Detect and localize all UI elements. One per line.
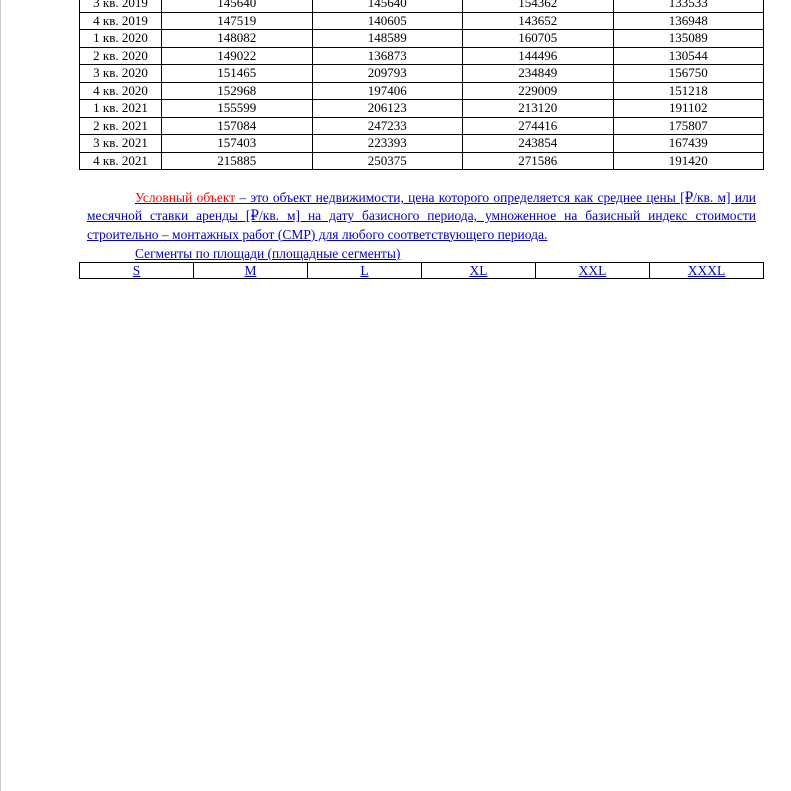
segments-heading[interactable]: Сегменты по площади (площадные сегменты): [135, 245, 401, 261]
table-cell: 147519: [162, 12, 313, 30]
table-cell: 223393: [312, 135, 463, 153]
table-cell: 130544: [613, 47, 764, 65]
table-cell: 151218: [613, 82, 764, 100]
table-cell: 206123: [312, 100, 463, 118]
table-cell-quarter: 1 кв. 2021: [80, 100, 162, 118]
table-cell: 155599: [162, 100, 313, 118]
table-cell: 213120: [463, 100, 614, 118]
table-cell: 274416: [463, 117, 614, 135]
segment-link-m[interactable]: M: [194, 262, 308, 278]
definition-paragraph[interactable]: [87, 189, 756, 244]
table-cell: 191102: [613, 100, 764, 118]
segment-link-xxl[interactable]: XXL: [536, 262, 650, 278]
quarterly-data-table: [79, 0, 764, 170]
table-cell-quarter: 4 кв. 2020: [80, 82, 162, 100]
table-row: [80, 65, 764, 83]
table-cell: 151465: [162, 65, 313, 83]
table-cell: 247233: [312, 117, 463, 135]
table-cell: 250375: [312, 152, 463, 170]
definition-text[interactable]: – это объект недвижимости, цена которого определяется как среднее цены [₽/кв. м] или месячной ставки аренды [₽/кв. м] на дату базисного периода, умноженное на базисный индекс стоимости строительно – монтажных работ (СМР) для любого соответствующего периода.: [87, 190, 756, 242]
segment-link-l[interactable]: L: [308, 262, 422, 278]
table-cell: 145640: [162, 0, 313, 12]
table-cell: 160705: [463, 30, 614, 48]
document-page: [79, 0, 764, 279]
table-cell-quarter: 4 кв. 2019: [80, 12, 162, 30]
table-cell-quarter: 1 кв. 2020: [80, 30, 162, 48]
table-cell: 154362: [463, 0, 614, 12]
table-cell: 157084: [162, 117, 313, 135]
table-cell: 229009: [463, 82, 614, 100]
table-cell: 148082: [162, 30, 313, 48]
table-row: [80, 135, 764, 153]
segment-link-s[interactable]: S: [80, 262, 194, 278]
table-cell: 136948: [613, 12, 764, 30]
table-row: [80, 0, 764, 12]
table-cell-quarter: 4 кв. 2021: [80, 152, 162, 170]
table-cell: 157403: [162, 135, 313, 153]
table-cell: 271586: [463, 152, 614, 170]
table-cell: 243854: [463, 135, 614, 153]
table-cell: 140605: [312, 12, 463, 30]
segment-link-xxxl[interactable]: XXXL: [650, 262, 764, 278]
table-cell: 215885: [162, 152, 313, 170]
table-cell-quarter: 2 кв. 2020: [80, 47, 162, 65]
table-cell-quarter: 3 кв. 2019: [80, 0, 162, 12]
table-cell: 143652: [463, 12, 614, 30]
table-cell-quarter: 3 кв. 2020: [80, 65, 162, 83]
table-cell: 156750: [613, 65, 764, 83]
table-row: [80, 12, 764, 30]
table-cell: 209793: [312, 65, 463, 83]
table-row: [80, 82, 764, 100]
table-cell: 148589: [312, 30, 463, 48]
table-row: [80, 47, 764, 65]
table-row: [80, 117, 764, 135]
table-cell: 145640: [312, 0, 463, 12]
table-cell: 144496: [463, 47, 614, 65]
table-row: [80, 100, 764, 118]
page-left-edge: [0, 0, 1, 791]
table-cell: 136873: [312, 47, 463, 65]
table-cell-quarter: 3 кв. 2021: [80, 135, 162, 153]
definition-term[interactable]: Условный объект: [135, 190, 236, 205]
table-cell: 149022: [162, 47, 313, 65]
table-row: [80, 30, 764, 48]
table-cell: 191420: [613, 152, 764, 170]
table-cell: 175807: [613, 117, 764, 135]
table-cell: 135089: [613, 30, 764, 48]
segments-table: [79, 262, 764, 279]
segment-link-xl[interactable]: XL: [422, 262, 536, 278]
table-cell: 152968: [162, 82, 313, 100]
table-cell: 197406: [312, 82, 463, 100]
table-cell: 167439: [613, 135, 764, 153]
table-cell: 133533: [613, 0, 764, 12]
table-row: [80, 262, 764, 278]
table-cell-quarter: 2 кв. 2021: [80, 117, 162, 135]
table-cell: 234849: [463, 65, 614, 83]
table-row: [80, 152, 764, 170]
